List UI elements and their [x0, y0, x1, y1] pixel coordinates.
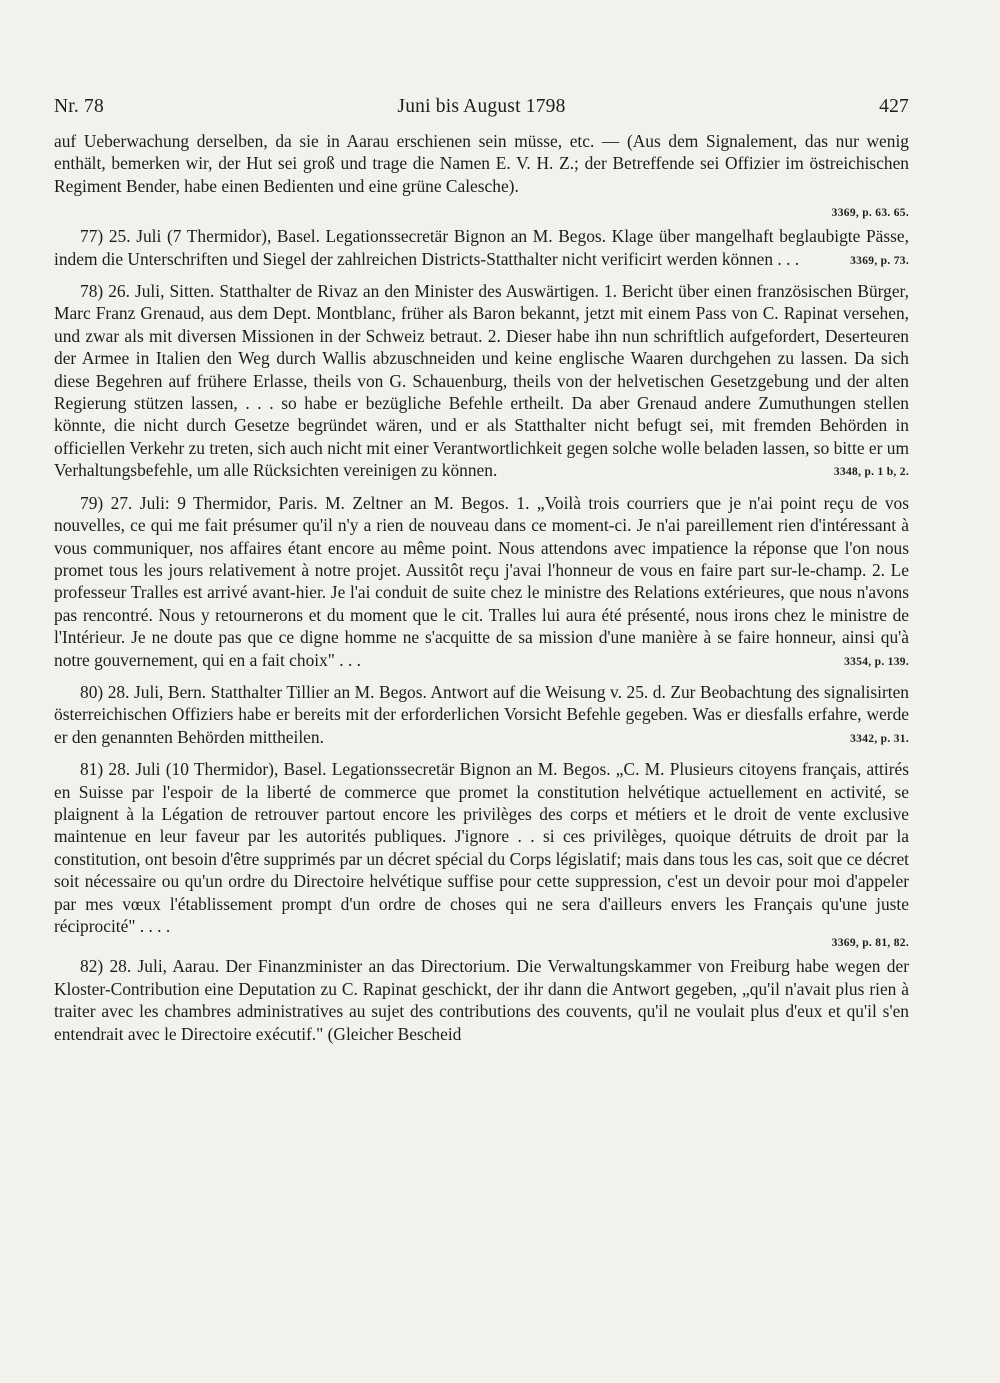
page-body: [54, 130, 909, 1055]
paragraph-text: 79) 27. Juli: 9 Thermidor, Paris. M. Zeltner an M. Begos. 1. „Voilà trois courriers que je n'ai point reçu de vos nouvelles, ce qui me fait présumer qu'il n'y a rien de nouveau dans ce moment-ci. Je n'ai pareillement rien d'intéressant à vous communiquer, nos affaires étant encore au même point. Nous attendons avec impatience la réponse que l'on nous promet tous les jours relativement à notre projet. Aussitôt reçu j'avai l'honneur de vous en faire part sur-le-champ. 2. Le professeur Tralles est arrivé avant-hier. Je l'ai conduit de suite chez le ministre des Relations extérieures, que nous n'avons pas rencontré. Nous y retournerons et du moment que le cit. Tralles lui aura été présenté, nous irons chez le ministre de l'Intérieur. Je ne doute pas que ce digne homme ne s'acquitte de sa mission d'une manière à se faire honneur, ainsi qu'à notre gouvernement, qui en a fait choix" . . .: [54, 492, 909, 670]
page-header: [54, 96, 909, 122]
archive-reference: 3369, p. 63. 65.: [831, 207, 909, 220]
paragraph-text: auf Ueberwachung derselben, da sie in Aarau erschienen sein müsse, etc. — (Aus dem Signalement, das nur wenig enthält, bemerken wir, der Hut sei groß und trage die Namen E. V. H. Z.; der Betreffende sei Offizier im östreichischen Regiment Bender, habe einen Bedienten und eine grüne Calesche).: [54, 131, 909, 196]
paragraph-text: 80) 28. Juli, Bern. Statthalter Tillier an M. Begos. Antwort auf die Weisung v. 25. d. Zur Beobachtung des signalisirten österreichischen Offiziers habe er bereits mit der erforderlichen Vorsicht Befehle gegeben. Was er diesfalls erfahre, werde er den genannten Behörden mittheilen.: [54, 681, 909, 747]
entry-82: [54, 955, 909, 1045]
archive-reference: 3342, p. 31.: [850, 732, 909, 745]
paragraph-text: 82) 28. Juli, Aarau. Der Finanzminister an das Directorium. Die Verwaltungskammer von Freiburg habe wegen der Kloster-Contribution eine Deputation zu C. Rapinat geschickt, der ihr dann die Antwort gegeben, „qu'il n'avait plus rien à traiter avec les chambres administratives au sujet des contributions des couvents, qu'il ne voulait plus d'eux et qu'il s'en entendrait avec le Directoire exécutif." (Gleicher Bescheid: [54, 956, 909, 1044]
entry-79: [54, 492, 909, 671]
entry-77: [54, 225, 909, 270]
paragraph-text: 78) 26. Juli, Sitten. Statthalter de Rivaz an den Minister des Auswärtigen. 1. Bericht über einen französischen Bürger, Marc Franz Grenaud, aus dem Dept. Montblanc, früher als Baron bekannt, jetzt mit einem Pass von C. Rapinat versehen, und zwar als mit diversen Missionen in der Schweiz betraut. 2. Dieser habe ihn nun schriftlich aufgefordert, Deserteuren der Armee in Italien den Weg durch Wallis abzuschneiden und keine englische Waaren durchgehen zu lassen. Da sich diese Begehren auf frühere Erlasse, theils von G. Schauenburg, theils von der helvetischen Gesetzgebung und der alten Regierung stützen lassen, . . . so habe er bezügliche Befehle ertheilt. Da aber Grenaud andere Zumuthungen stellen könnte, die nicht durch Gesetze begründet wären, und er als Statthalter nicht befugt sei, mit fremden Behörden in officiellen Verkehr zu treten, sich auch nicht mit einer Verantwortlichkeit gegen solche wolle beladen lassen, so bitte er um Verhaltungsbefehle, um alle Rücksichten vereinigen zu können.: [54, 281, 909, 481]
entry-81: [54, 758, 909, 937]
header-page-number: 427: [879, 96, 909, 117]
paragraph-text: 77) 25. Juli (7 Thermidor), Basel. Legationssecretär Bignon an M. Begos. Klage über mangelhaft beglaubigte Pässe, indem die Unterschriften und Siegel der zahlreichen Districts-Statthalter nicht verificirt werden können . . .: [54, 226, 909, 269]
header-running-title: Juni bis August 1798: [397, 96, 566, 117]
header-document-number: Nr. 78: [54, 96, 104, 117]
entry-80: [54, 681, 909, 748]
entry-78: [54, 280, 909, 482]
paragraph-continuation: [54, 130, 909, 197]
archive-reference: 3354, p. 139.: [844, 655, 909, 668]
archive-reference: 3369, p. 73.: [850, 254, 909, 267]
archive-reference: 3348, p. 1 b, 2.: [833, 466, 909, 479]
archive-reference: 3369, p. 81, 82.: [831, 937, 909, 950]
paragraph-text: 81) 28. Juli (10 Thermidor), Basel. Legationssecretär Bignon an M. Begos. „C. M. Plusieurs citoyens français, attirés en Suisse par l'espoir de la liberté de commerce que promet la constitution helvétique actuellement en activité, se plaignent à la Légation de retrouver partout encore les privilèges des corps et métiers et le droit de vente exclusive maintenue en leur faveur par les autorités publiques. J'ignore . . si ces privilèges, quoique détruits de droit par la constitution, ont besoin d'être supprimés par un décret spécial du Corps législatif; mais dans tous les cas, soit que ce décret soit nécessaire ou qu'un ordre du Directoire helvétique suffise pour cette suppression, c'est un devoir pour moi d'appeler par mes vœux l'établissement prompt d'un ordre de choses qui ne sera d'ailleurs envers les Français qu'une juste réciprocité" . . . .: [54, 759, 909, 936]
